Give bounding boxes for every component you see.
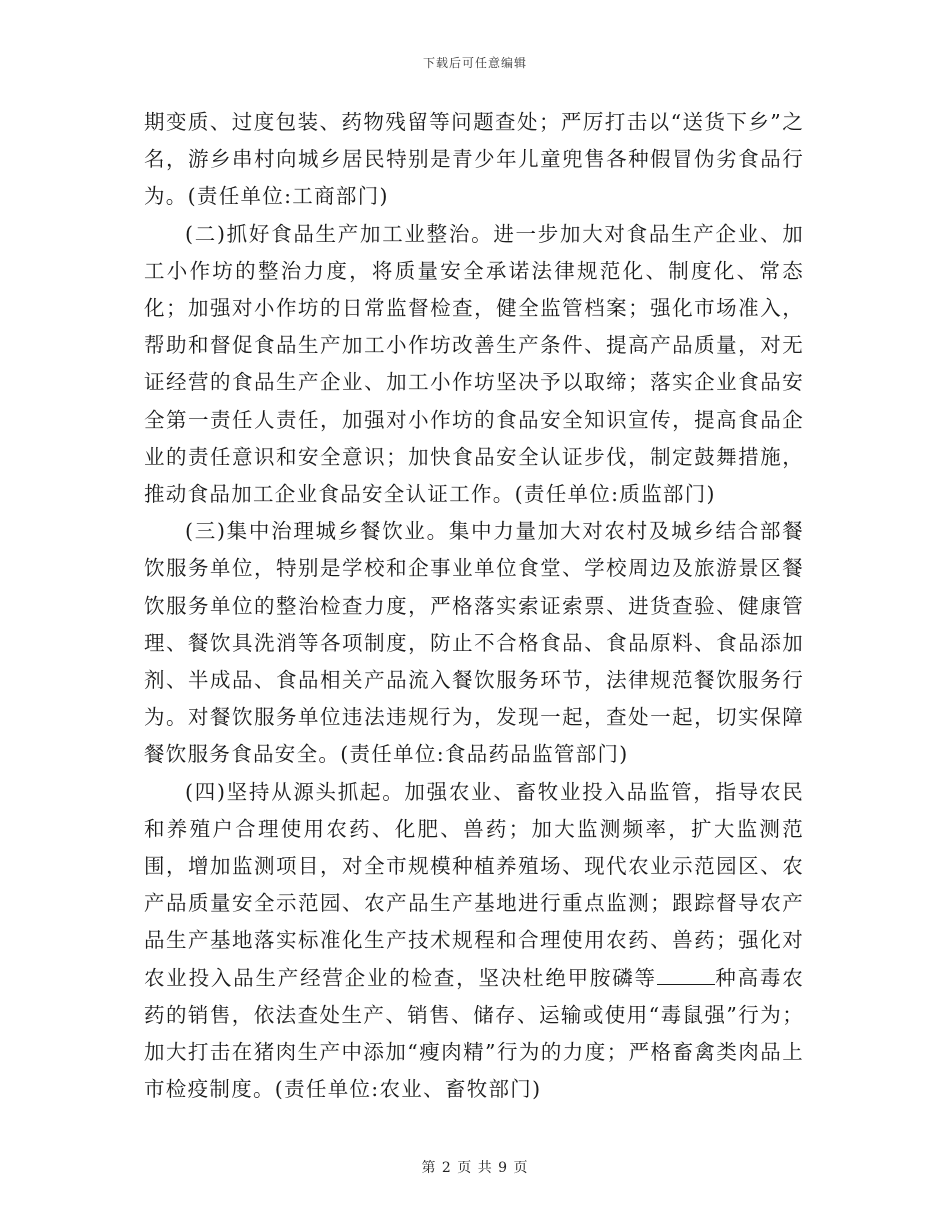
document-body [144,104,804,1108]
fill-in-blank [657,966,715,985]
paragraph-continuation: 期变质、过度包装、药物残留等问题查处；严厉打击以“送货下乡”之名，游乡串村向城乡居民特别是青少年儿童兜售各种假冒伪劣食品行为。(责任单位:工商部门) [144,110,804,209]
paragraph-source-control [144,774,804,1109]
page-number: 第 2 页 共 9 页 [421,1160,529,1176]
paragraph-catering: (三)集中治理城乡餐饮业。集中力量加大对农村及城乡结合部餐饮服务单位，特别是学校和企事业单位食堂、学校周边及旅游景区餐饮服务单位的整治检查力度，严格落实索证索票、进货查验、健康管理、餐饮具洗消等各项制度，防止不合格食品、食品原料、食品添加剂、半成品、食品相关产品流入餐饮服务环节，法律规范餐饮服务行为。对餐饮服务单位违法违规行为，发现一起，查处一起，切实保障餐饮服务食品安全。(责任单位:食品药品监管部门) [144,519,804,767]
paragraph-source-control-part2: 种高毒农药的销售，依法查处生产、销售、储存、运输或使用“毒鼠强”行为；加大打击在猪肉生产中添加“瘦肉精”行为的力度；严格畜禽类肉品上市检疫制度。(责任单位:农业、畜牧部门) [144,965,804,1102]
paragraph-food-production: (二)抓好食品生产加工业整治。进一步加大对食品生产企业、加工小作坊的整治力度，将质量安全承诺法律规范化、制度化、常态化；加强对小作坊的日常监督检查，健全监管档案；强化市场准入，帮助和督促食品生产加工小作坊改善生产条件、提高产品质量，对无证经营的食品生产企业、加工小作坊坚决予以取缔；落实企业食品安全第一责任人责任，加强对小作坊的食品安全知识宣传，提高食品企业的责任意识和安全意识；加快食品安全认证步伐，制定鼓舞措施，推动食品加工企业食品安全认证工作。(责任单位:质监部门) [144,221,804,507]
paragraph-source-control-part1: (四)坚持从源头抓起。加强农业、畜牧业投入品监管，指导农民和养殖户合理使用农药、化肥、兽药；加大监测频率，扩大监测范围，增加监测项目，对全市规模种植养殖场、现代农业示范园区、农产品质量安全示范园、农产品生产基地进行重点监测；跟踪督导农产品生产基地落实标准化生产技术规程和合理使用农药、兽药；强化对农业投入品生产经营企业的检查，坚决杜绝甲胺磷等 [144,779,804,990]
header-note: 下载后可任意编辑 [422,56,527,70]
